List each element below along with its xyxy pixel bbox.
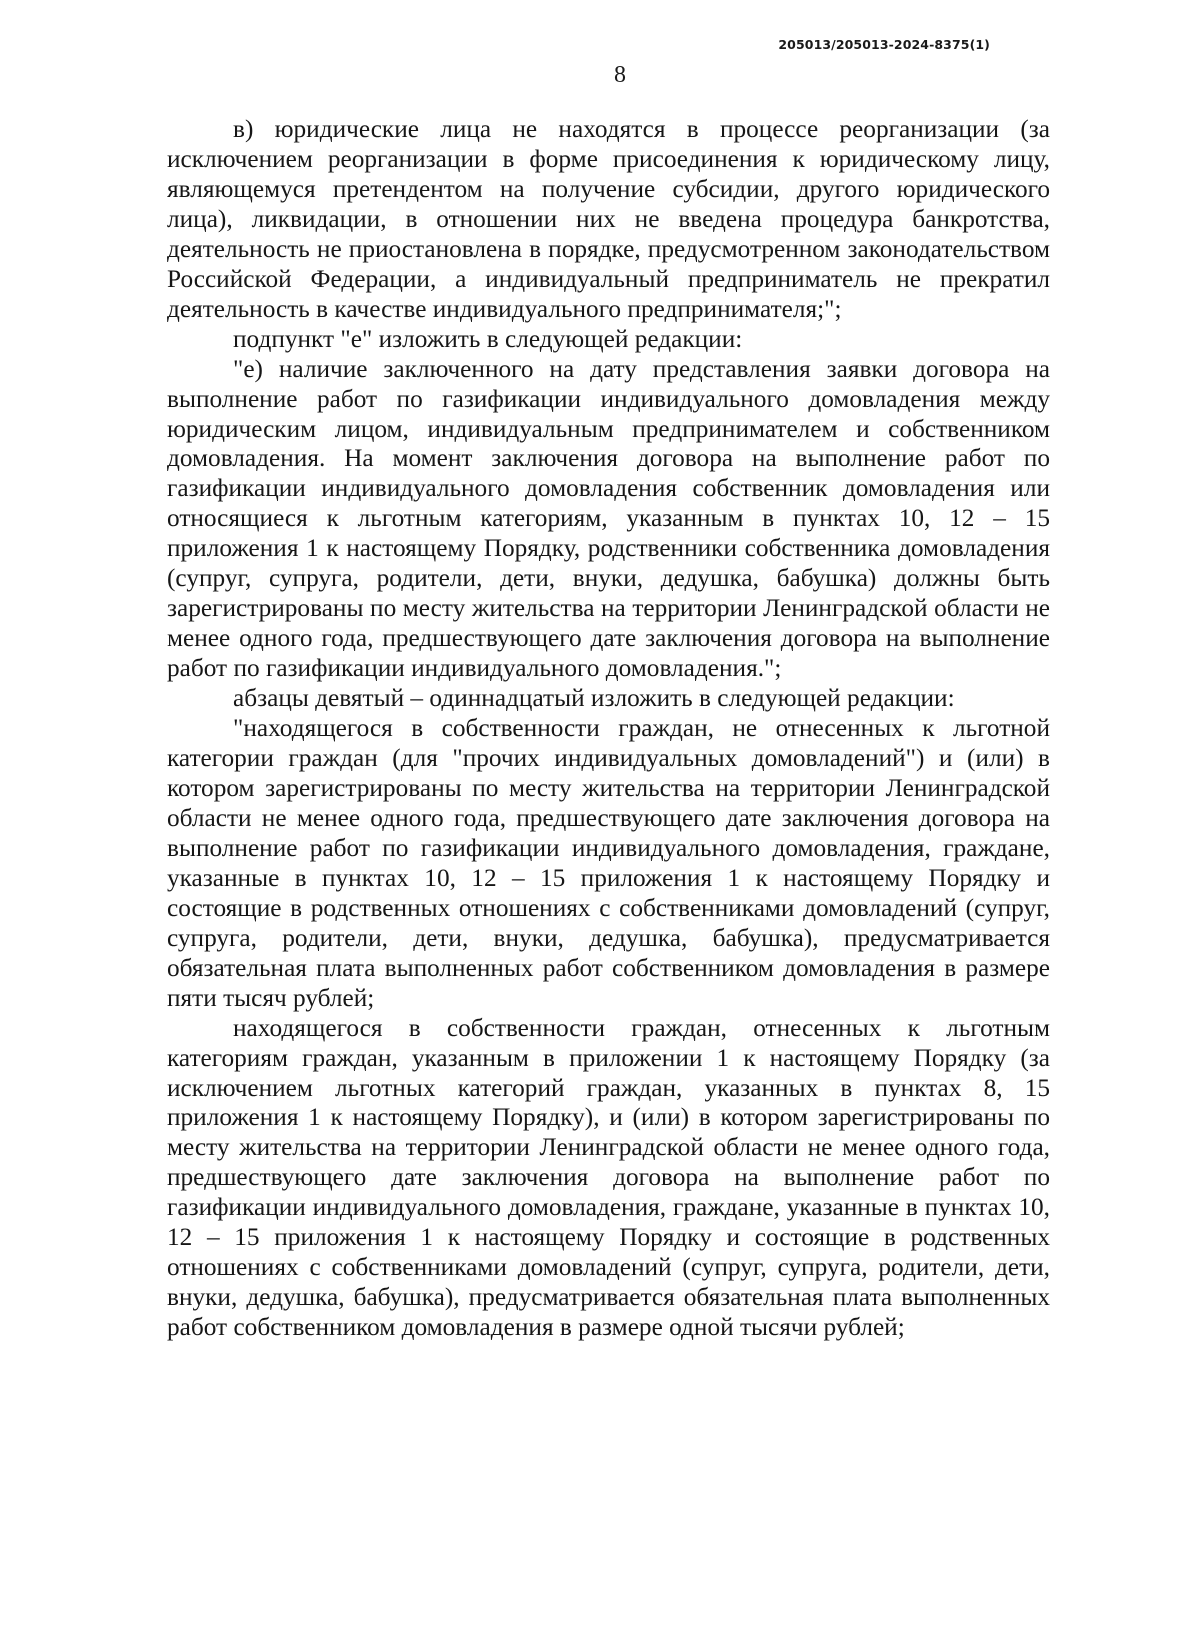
paragraph-instruction-subpoint-e: подпункт "е" изложить в следующей редакции:: [233, 324, 743, 353]
page-number: 8: [614, 62, 626, 88]
paragraph-subpoint-e: "е) наличие заключенного на дату представления заявки договора на выполнение работ по газификации индивидуального домовладения между юридическим лицом, индивидуальным предпринимателем и собственником домовладения. На момент заключения договора на выполнение работ по газификации индивидуального домовладения собственник домовладения или относящиеся к льготным категориям, указанным в пунктах 10, 12 – 15 приложения 1 к настоящему Порядку, родственники собственника домовладения (супруг, супруга, родители, дети, внуки, дедушка, бабушка) должны быть зарегистрированы по месту жительства на территории Ленинградской области не менее одного года, предшествующего дате заключения договора на выполнение работ по газификации индивидуального домовладения.";: [167, 354, 1050, 683]
document-id: 205013/205013-2024-8375(1): [778, 37, 990, 52]
paragraph-one-thousand-rubles: находящегося в собственности граждан, отнесенных к льготным категориям граждан, указанным в приложении 1 к настоящему Порядку (за исключением льготных категорий граждан, указанных в пунктах 8, 15 приложения 1 к настоящему Порядку), и (или) в котором зарегистрированы по месту жительства на территории Ленинградской области не менее одного года, предшествующего дате заключения договора на выполнение работ по газификации индивидуального домовладения, граждане, указанные в пунктах 10, 12 – 15 приложения 1 к настоящему Порядку и состоящие в родственных отношениях с собственниками домовладений (супруг, супруга, родители, дети, внуки, дедушка, бабушка), предусматривается обязательная плата выполненных работ собственником домовладения в размере одной тысячи рублей;: [167, 1013, 1050, 1342]
paragraph-subpoint-v: в) юридические лица не находятся в процессе реорганизации (за исключением реорганизации в форме присоединения к юридическому лицу, являющемуся претендентом на получение субсидии, другого юридического лица), ликвидации, в отношении них не введена процедура банкротства, деятельность не приостановлена в порядке, предусмотренном законодательством Российской Федерации, а индивидуальный предприниматель не прекратил деятельность в качестве индивидуального предпринимателя;";: [167, 115, 1050, 323]
document-body: [167, 115, 1050, 1343]
paragraph-instruction-paragraphs-9-11: абзацы девятый – одиннадцатый изложить в следующей редакции:: [233, 684, 955, 713]
paragraph-five-thousand-rubles: "находящегося в собственности граждан, не отнесенных к льготной категории граждан (для "прочих индивидуальных домовладений") и (или) в котором зарегистрированы по месту жительства на территории Ленинградской области не менее одного года, предшествующего дате заключения договора на выполнение работ по газификации индивидуального домовладения, граждане, указанные в пунктах 10, 12 – 15 приложения 1 к настоящему Порядку и состоящие в родственных отношениях с собственниками домовладений (супруг, супруга, родители, дети, внуки, дедушка, бабушка), предусматривается обязательная плата выполненных работ собственником домовладения в размере пяти тысяч рублей;: [167, 714, 1050, 1012]
